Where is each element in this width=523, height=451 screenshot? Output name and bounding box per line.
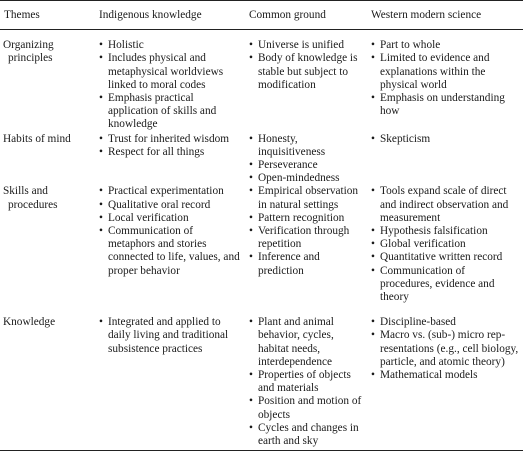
header-themes: Themes xyxy=(0,1,95,30)
bullet-item: • Open-mindedness xyxy=(249,172,363,185)
bullet-list xyxy=(99,133,241,159)
bullet-item: • Part to whole xyxy=(371,39,519,52)
indigenous-cell xyxy=(95,185,245,304)
theme-label: principles xyxy=(8,52,53,65)
bullet-item: • Position and motion of objects xyxy=(249,395,363,421)
bullet-item: • Quantitative written record xyxy=(371,251,519,264)
bullet-item: • Emphasis on understanding how xyxy=(371,92,519,118)
bullet-list xyxy=(371,316,519,382)
bullet-list xyxy=(99,39,241,131)
header-row xyxy=(0,1,523,30)
common-ground-cell xyxy=(245,30,367,132)
western-science-cell xyxy=(367,30,523,132)
theme-label: Habits of mind xyxy=(3,132,71,145)
common-ground-cell xyxy=(245,132,367,186)
bullet-list xyxy=(371,185,519,304)
bullet-item: • Practical experimentation xyxy=(99,185,241,198)
theme-cell xyxy=(0,30,95,132)
bullet-list xyxy=(249,133,363,186)
bullet-item: • Trust for inherited wisdom xyxy=(99,133,241,146)
bullet-item: • Hypothesis falsification xyxy=(371,225,519,238)
theme-label: procedures xyxy=(8,198,58,211)
row-skills-and-procedures xyxy=(0,185,523,304)
western-science-cell xyxy=(367,185,523,304)
bullet-item: • Plant and animal behavior, cycles, habitat needs, interdependence xyxy=(249,316,363,369)
bullet-item: • Verification through repetition xyxy=(249,225,363,251)
theme-cell xyxy=(0,304,95,451)
header-indigenous-knowledge: Indigenous knowledge xyxy=(95,1,245,30)
bullet-item: • Communication of metaphors and stories connected to life, values, and proper behavior xyxy=(99,225,241,278)
western-science-cell xyxy=(367,304,523,451)
bullet-item: • Mathematical models xyxy=(371,369,519,382)
theme-label: Skills and xyxy=(3,185,48,198)
indigenous-cell xyxy=(95,304,245,451)
header-western-modern-science: Western modern science xyxy=(367,1,523,30)
theme-cell xyxy=(0,132,95,186)
bullet-item: • Perseverance xyxy=(249,159,363,172)
bullet-item: • Tools expand scale of direct and indirect observation and measurement xyxy=(371,185,519,225)
bullet-item: • Local verification xyxy=(99,212,241,225)
theme-label: Organizing xyxy=(3,39,54,52)
indigenous-cell xyxy=(95,132,245,186)
bullet-list xyxy=(249,39,363,92)
bullet-item: • Qualitative oral record xyxy=(99,199,241,212)
bullet-item: • Skepticism xyxy=(371,133,519,146)
bullet-item: • Respect for all things xyxy=(99,146,241,159)
bullet-item: • Integrated and applied to daily living and traditional subsistence practices xyxy=(99,316,241,356)
theme-label: Knowledge xyxy=(3,316,56,329)
row-organizing-principles xyxy=(0,30,523,132)
bullet-item: • Empirical observation in natural settings xyxy=(249,185,363,211)
bullet-item: • Discipline-based xyxy=(371,316,519,329)
bullet-item: • Global verification xyxy=(371,238,519,251)
row-knowledge xyxy=(0,304,523,451)
bullet-item: • Holistic xyxy=(99,39,241,52)
bullet-list xyxy=(99,316,241,356)
theme-cell xyxy=(0,185,95,304)
bullet-item: • Communication of procedures, evidence and theory xyxy=(371,265,519,305)
bullet-item: • Honesty, inquisitiveness xyxy=(249,133,363,159)
bullet-list xyxy=(249,316,363,448)
bullet-item: • Properties of objects and materials xyxy=(249,369,363,395)
common-ground-cell xyxy=(245,304,367,451)
bullet-item: • Macro vs. (sub-) micro rep-resentations (e.g., cell biology, particle, and atomic theory) xyxy=(371,329,519,369)
common-ground-cell xyxy=(245,185,367,304)
bullet-item: • Pattern recognition xyxy=(249,212,363,225)
header-common-ground: Common ground xyxy=(245,1,367,30)
bullet-item: • Inference and prediction xyxy=(249,251,363,277)
bullet-list xyxy=(371,39,519,118)
bullet-list xyxy=(371,133,519,146)
indigenous-cell xyxy=(95,30,245,132)
bullet-list xyxy=(99,185,241,277)
row-habits-of-mind xyxy=(0,132,523,186)
bullet-item: • Body of knowledge is stable but subject to modification xyxy=(249,52,363,92)
bullet-item: • Includes physical and metaphysical worldviews linked to moral codes xyxy=(99,52,241,92)
bullet-item: • Limited to evidence and explanations within the physical world xyxy=(371,52,519,92)
bullet-item: • Cycles and changes in earth and sky xyxy=(249,422,363,448)
bullet-list xyxy=(249,185,363,277)
bullet-item: • Universe is unified xyxy=(249,39,363,52)
bullet-item: • Emphasis practical application of skills and knowledge xyxy=(99,92,241,132)
western-science-cell xyxy=(367,132,523,186)
